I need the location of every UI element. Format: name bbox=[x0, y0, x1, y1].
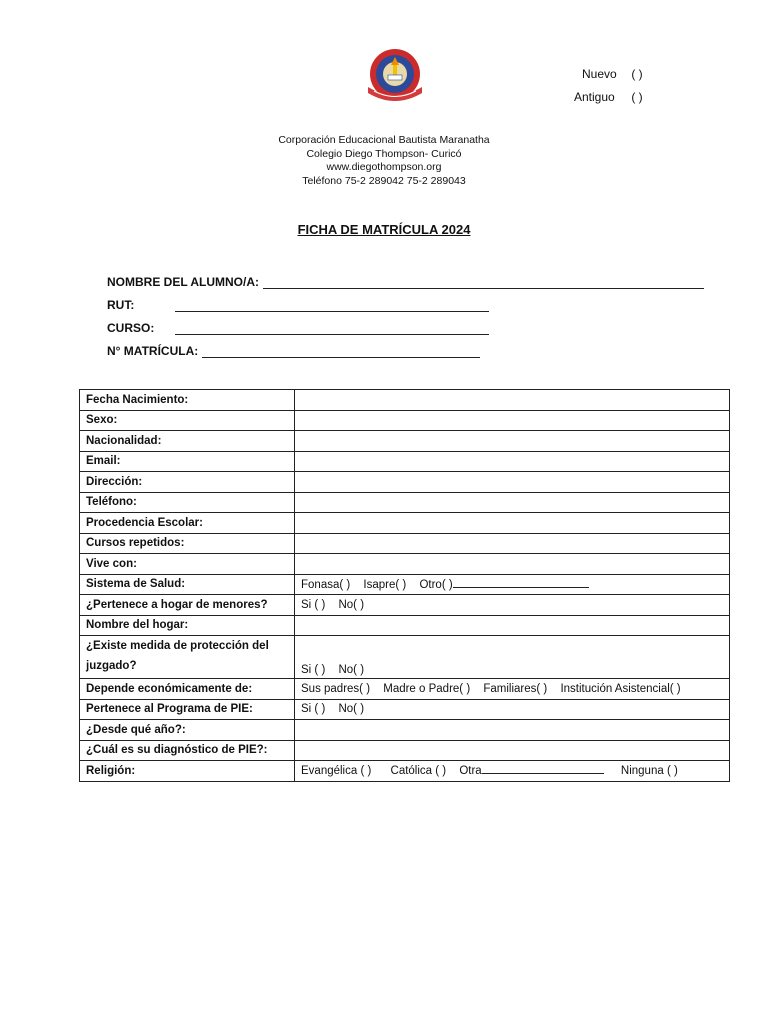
table-row bbox=[80, 410, 730, 431]
table-row bbox=[80, 615, 730, 636]
table-row bbox=[80, 431, 730, 452]
repeated-courses-label: Cursos repetidos: bbox=[80, 533, 295, 554]
nuevo-label: Nuevo bbox=[582, 67, 617, 81]
nationality-label: Nacionalidad: bbox=[80, 431, 295, 452]
table-row bbox=[80, 574, 730, 595]
foster-home-no[interactable]: No( ) bbox=[338, 598, 365, 611]
address-input[interactable] bbox=[295, 472, 730, 493]
sex-input[interactable] bbox=[295, 410, 730, 431]
school-name: Colegio Diego Thompson- Curicó bbox=[306, 147, 462, 160]
table-row bbox=[80, 679, 730, 700]
home-name-input[interactable] bbox=[295, 615, 730, 636]
school-website: www.diegothompson.org bbox=[326, 161, 442, 173]
relatives-option[interactable]: Familiares( ) bbox=[483, 682, 548, 695]
foster-home-label: ¿Pertenece a hogar de menores? bbox=[80, 595, 295, 616]
economic-dependence-label: Depende económicamente de: bbox=[80, 679, 295, 700]
page-title bbox=[0, 222, 768, 237]
fonasa-option[interactable]: Fonasa( ) bbox=[301, 578, 351, 591]
address-label: Dirección: bbox=[80, 472, 295, 493]
rut-label: RUT: bbox=[107, 298, 135, 312]
pie-program-no[interactable]: No( ) bbox=[338, 703, 365, 716]
nuevo-checkbox[interactable]: ( ) bbox=[631, 67, 643, 81]
court-protection-yes[interactable]: Si ( ) bbox=[301, 664, 326, 676]
previous-school-input[interactable] bbox=[295, 513, 730, 534]
email-label: Email: bbox=[80, 451, 295, 472]
school-crest-icon bbox=[364, 47, 426, 105]
lives-with-label: Vive con: bbox=[80, 554, 295, 575]
catholic-option[interactable]: Católica ( ) bbox=[390, 765, 447, 778]
phone-label: Teléfono: bbox=[80, 492, 295, 513]
birthdate-input[interactable] bbox=[295, 390, 730, 411]
repeated-courses-input[interactable] bbox=[295, 533, 730, 554]
school-header bbox=[0, 134, 768, 188]
table-row bbox=[80, 636, 730, 679]
foster-home-yes[interactable]: Si ( ) bbox=[301, 598, 326, 611]
corporation-name: Corporación Educacional Bautista Maranatha bbox=[278, 134, 490, 146]
since-year-label: ¿Desde qué año?: bbox=[80, 720, 295, 741]
table-row bbox=[80, 554, 730, 575]
economic-dependence-options bbox=[295, 679, 730, 700]
court-protection-no[interactable]: No( ) bbox=[338, 664, 365, 676]
table-row bbox=[80, 740, 730, 761]
no-religion-option[interactable]: Ninguna ( ) bbox=[620, 765, 678, 778]
mother-or-father-option[interactable]: Madre o Padre( ) bbox=[383, 682, 471, 695]
enrollment-number-blank[interactable] bbox=[202, 347, 480, 358]
pie-program-options bbox=[295, 699, 730, 720]
religion-options bbox=[295, 761, 730, 782]
email-input[interactable] bbox=[295, 451, 730, 472]
birthdate-label: Fecha Nacimiento: bbox=[80, 390, 295, 411]
court-protection-label: ¿Existe medida de protección del juzgado? bbox=[80, 636, 295, 679]
rut-field[interactable] bbox=[107, 298, 489, 312]
table-row bbox=[80, 451, 730, 472]
enrollment-table bbox=[79, 389, 730, 782]
sex-label: Sexo: bbox=[80, 410, 295, 431]
enrollment-number-field[interactable] bbox=[107, 344, 480, 358]
table-row bbox=[80, 390, 730, 411]
isapre-option[interactable]: Isapre( ) bbox=[363, 578, 407, 591]
school-phone: Teléfono 75-2 289042 75-2 289043 bbox=[302, 174, 466, 187]
status-antiguo[interactable] bbox=[574, 90, 643, 104]
nationality-input[interactable] bbox=[295, 431, 730, 452]
table-row bbox=[80, 761, 730, 782]
religion-label: Religión: bbox=[80, 761, 295, 782]
enrollment-number-label: N° MATRÍCULA: bbox=[107, 344, 199, 358]
pie-diagnosis-input[interactable] bbox=[295, 740, 730, 761]
status-nuevo[interactable] bbox=[582, 67, 643, 81]
table-row bbox=[80, 533, 730, 554]
course-label: CURSO: bbox=[107, 321, 155, 335]
phone-input[interactable] bbox=[295, 492, 730, 513]
health-system-options bbox=[295, 574, 730, 595]
pie-program-label: Pertenece al Programa de PIE: bbox=[80, 699, 295, 720]
student-name-label: NOMBRE DEL ALUMNO/A: bbox=[107, 275, 259, 289]
table-row bbox=[80, 472, 730, 493]
table-row bbox=[80, 699, 730, 720]
antiguo-checkbox[interactable]: ( ) bbox=[631, 90, 643, 104]
other-health-option[interactable]: Otro( ) bbox=[419, 578, 453, 591]
course-blank[interactable] bbox=[175, 324, 489, 335]
home-name-label: Nombre del hogar: bbox=[80, 615, 295, 636]
other-health-blank[interactable] bbox=[453, 578, 589, 588]
rut-blank[interactable] bbox=[175, 301, 489, 312]
table-row bbox=[80, 513, 730, 534]
lives-with-input[interactable] bbox=[295, 554, 730, 575]
table-row bbox=[80, 492, 730, 513]
pie-diagnosis-label: ¿Cuál es su diagnóstico de PIE?: bbox=[80, 740, 295, 761]
title-text: FICHA DE MATRÍCULA 2024 bbox=[297, 222, 471, 237]
student-name-field[interactable] bbox=[107, 275, 704, 289]
student-name-blank[interactable] bbox=[263, 278, 704, 289]
pie-program-yes[interactable]: Si ( ) bbox=[301, 703, 326, 716]
institution-option[interactable]: Institución Asistencial( ) bbox=[560, 682, 681, 695]
antiguo-label: Antiguo bbox=[574, 90, 615, 104]
table-row bbox=[80, 720, 730, 741]
since-year-input[interactable] bbox=[295, 720, 730, 741]
court-protection-options bbox=[295, 636, 730, 679]
evangelical-option[interactable]: Evangélica ( ) bbox=[301, 765, 372, 778]
other-religion-option[interactable]: Otra bbox=[459, 765, 482, 778]
parents-option[interactable]: Sus padres( ) bbox=[301, 682, 371, 695]
course-field[interactable] bbox=[107, 321, 489, 335]
other-religion-blank[interactable] bbox=[482, 764, 604, 774]
foster-home-options bbox=[295, 595, 730, 616]
health-system-label: Sistema de Salud: bbox=[80, 574, 295, 595]
previous-school-label: Procedencia Escolar: bbox=[80, 513, 295, 534]
table-row bbox=[80, 595, 730, 616]
